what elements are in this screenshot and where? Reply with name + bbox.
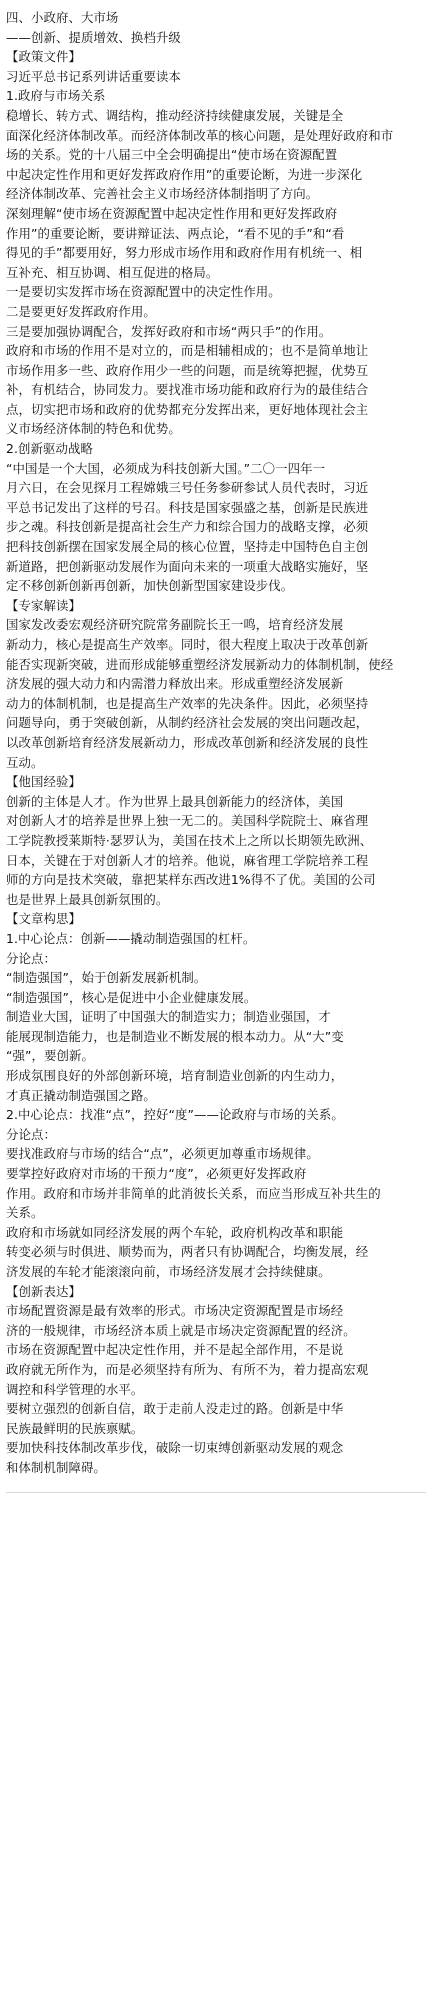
section-label: 【专家解读】 <box>6 597 81 613</box>
text-line: 民族最鲜明的民族禀赋。 <box>6 1420 144 1436</box>
text-line: 济的一般规律，市场经济本质上就是市场决定资源配置的经济。 <box>6 1322 356 1338</box>
text-line: 步之魂。科技创新是提高社会生产力和综合国力的战略支撑，必须 <box>6 519 369 535</box>
text-line: 也是世界上最具创新氛围的。 <box>6 891 169 907</box>
text-line: 关系。 <box>6 1205 44 1221</box>
text-line: 新动力，核心是提高生产效率。同时，很大程度上取决于改革创新 <box>6 637 369 652</box>
subheading-line: ——创新、提质增效、换档升级 <box>6 29 181 45</box>
text-line: 日本，关键在于对创新人才的培养。他说，麻省理工学院培养工程 <box>6 852 369 868</box>
text-line: “中国是一个大国，必须成为科技创新大国。”二〇一四年一 <box>6 460 326 476</box>
text-line: 三是要加强协调配合，发挥好政府和市场“两只手”的作用。 <box>6 323 332 339</box>
text-line: 互补充、相互协调、相互促进的格局。 <box>6 264 219 280</box>
text-line: 市场在资源配置中起决定性作用，并不是起全部作用，不是说 <box>6 1342 344 1358</box>
text-line: 作用”的重要论断，要讲辩证法、两点论，“看不见的手”和“看 <box>6 225 345 241</box>
text-line: 和体制机制障碍。 <box>6 1459 106 1475</box>
section-label: 【创新表达】 <box>6 1283 81 1299</box>
text-line: 经济体制改革、完善社会主义市场经济体制指明了方向。 <box>6 186 319 202</box>
text-line: 场的关系。党的十八届三中全会明确提出“使市场在资源配置 <box>6 147 338 163</box>
text-line: 问题导向，勇于突破创新，从制约经济社会发展的突出问题改起， <box>6 715 369 731</box>
text-line: 师的方向是技术突破，靠把某样东西改进1%得不了优。美国的公司 <box>6 872 376 888</box>
section-label: 【政策文件】 <box>6 49 81 65</box>
bottom-divider <box>6 1492 426 1493</box>
text-line: 市场作用多一些、政府作用少一些的问题，而是统筹把握，优势互 <box>6 362 369 378</box>
text-line: 要找准政府与市场的结合“点”，必须更加尊重市场规律。 <box>6 1146 319 1162</box>
text-line: 以改革创新培育经济发展新动力，形成改革创新和经济发展的良性 <box>6 734 369 750</box>
text-line: 对创新人才的培养是世界上独一无二的。美国科学院院士、麻省理 <box>6 813 369 829</box>
text-line: 把科技创新摆在国家发展全局的核心位置，坚持走中国特色自主创 <box>6 539 369 555</box>
text-line: 能展现制造能力，也是制造业不断发展的根本动力。从“大”变 <box>6 1028 344 1044</box>
text-line: 制造业大国，证明了中国强大的制造实力；制造业强国，才 <box>6 1009 331 1025</box>
text-line: 1.中心论点：创新——撬动制造强国的杠杆。 <box>6 930 256 946</box>
text-line: 市场配置资源是最有效率的形式。市场决定资源配置是市场经 <box>6 1303 344 1319</box>
text-line: 平总书记发出了这样的号召。科技是国家强盛之基，创新是民族进 <box>6 499 369 515</box>
text-line: 面深化经济体制改革。而经济体制改革的核心问题，是处理好政府和市 <box>6 127 394 143</box>
section-label: 【他国经验】 <box>6 774 81 790</box>
text-line: 作用。政府和市场并非简单的此消彼长关系，而应当形成互补共生的 <box>6 1185 381 1201</box>
text-line: 要加快科技体制改革步伐，破除一切束缚创新驱动发展的观念 <box>6 1440 344 1456</box>
text-line: 分论点： <box>6 1126 56 1142</box>
text-line: 2.中心论点：找准“点”，控好“度”——论政府与市场的关系。 <box>6 1107 344 1123</box>
text-line: 国家发改委宏观经济研究院常务副院长王一鸣，培育经济发展 <box>6 617 344 633</box>
text-line: 得见的手”都要用好，努力形成市场作用和政府作用有机统一、相 <box>6 245 363 261</box>
text-line: 2.创新驱动战略 <box>6 441 93 457</box>
text-line: 创新的主体是人才。作为世界上最具创新能力的经济体，美国 <box>6 793 344 809</box>
text-line: “强”，要创新。 <box>6 1048 94 1064</box>
text-line: 点，切实把市场和政府的优势都充分发挥出来，更好地体现社会主 <box>6 401 369 417</box>
text-line: 政府就无所作为，而是必须坚持有所为、有所不为，着力提高宏观 <box>6 1361 369 1377</box>
text-line: “制造强国”，核心是促进中小企业健康发展。 <box>6 989 257 1005</box>
section-label: 【文章构思】 <box>6 911 81 927</box>
text-line: “制造强国”，始于创新发展新机制。 <box>6 970 207 986</box>
text-line: 要掌控好政府对市场的干预力“度”，必须更好发挥政府 <box>6 1166 307 1182</box>
text-line: 能否实现新突破，进而形成能够重塑经济发展新动力的体制机制，使经 <box>6 656 394 672</box>
text-line: 深刻理解“使市场在资源配置中起决定性作用和更好发挥政府 <box>6 205 338 221</box>
text-line: 互动。 <box>6 754 44 770</box>
text-line: 定不移创新创新再创新，加快创新型国家建设步伐。 <box>6 578 294 594</box>
text-line: 调控和科学管理的水平。 <box>6 1381 144 1397</box>
text-line: 月六日，在会见探月工程嫦娥三号任务参研参试人员代表时，习近 <box>6 480 369 496</box>
text-line: 补，有机结合，协同发力。要找准市场功能和政府行为的最佳结合 <box>6 382 369 398</box>
text-line: 中起决定性作用和更好发挥政府作用”的重要论断，为进一步深化 <box>6 166 363 182</box>
text-line: 1.政府与市场关系 <box>6 88 106 104</box>
text-line: 转变必须与时俱进、顺势而为，两者只有协调配合，均衡发展，经 <box>6 1244 369 1260</box>
text-line: 济发展的车轮才能滚滚向前，市场经济发展才会持续健康。 <box>6 1264 331 1279</box>
text-line: 工学院教授莱斯特·瑟罗认为，美国在技术上之所以长期领先欧洲、 <box>6 832 373 848</box>
text-line: 分论点： <box>6 950 56 966</box>
text-line: 习近平总书记系列讲话重要读本 <box>6 68 181 84</box>
text-line: 动力的体制机制，也是提高生产效率的先决条件。因此，必须坚持 <box>6 695 369 711</box>
heading-line: 四、小政府、大市场 <box>6 10 119 25</box>
text-line: 政府和市场就如同经济发展的两个车轮，政府机构改革和职能 <box>6 1224 344 1240</box>
text-line: 一是要切实发挥市场在资源配置中的决定性作用。 <box>6 284 281 300</box>
text-line: 新道路，把创新驱动发展作为面向未来的一项重大战略实施好，坚 <box>6 558 369 574</box>
text-line: 稳增长、转方式、调结构，推动经济持续健康发展，关键是全 <box>6 107 344 123</box>
text-line: 形成氛围良好的外部创新环境，培育制造业创新的内生动力， <box>6 1068 344 1084</box>
text-line: 政府和市场的作用不是对立的，而是相辅相成的；也不是简单地让 <box>6 343 369 359</box>
text-line: 才真正撬动制造强国之路。 <box>6 1087 156 1103</box>
text-line: 二是要更好发挥政府作用。 <box>6 303 156 319</box>
text-line: 济发展的强大动力和内需潜力释放出来。形成重塑经济发展新 <box>6 676 344 692</box>
text-line: 要树立强烈的创新自信，敢于走前人没走过的路。创新是中华 <box>6 1401 344 1417</box>
text-line: 义市场经济体制的特色和优势。 <box>6 421 181 437</box>
